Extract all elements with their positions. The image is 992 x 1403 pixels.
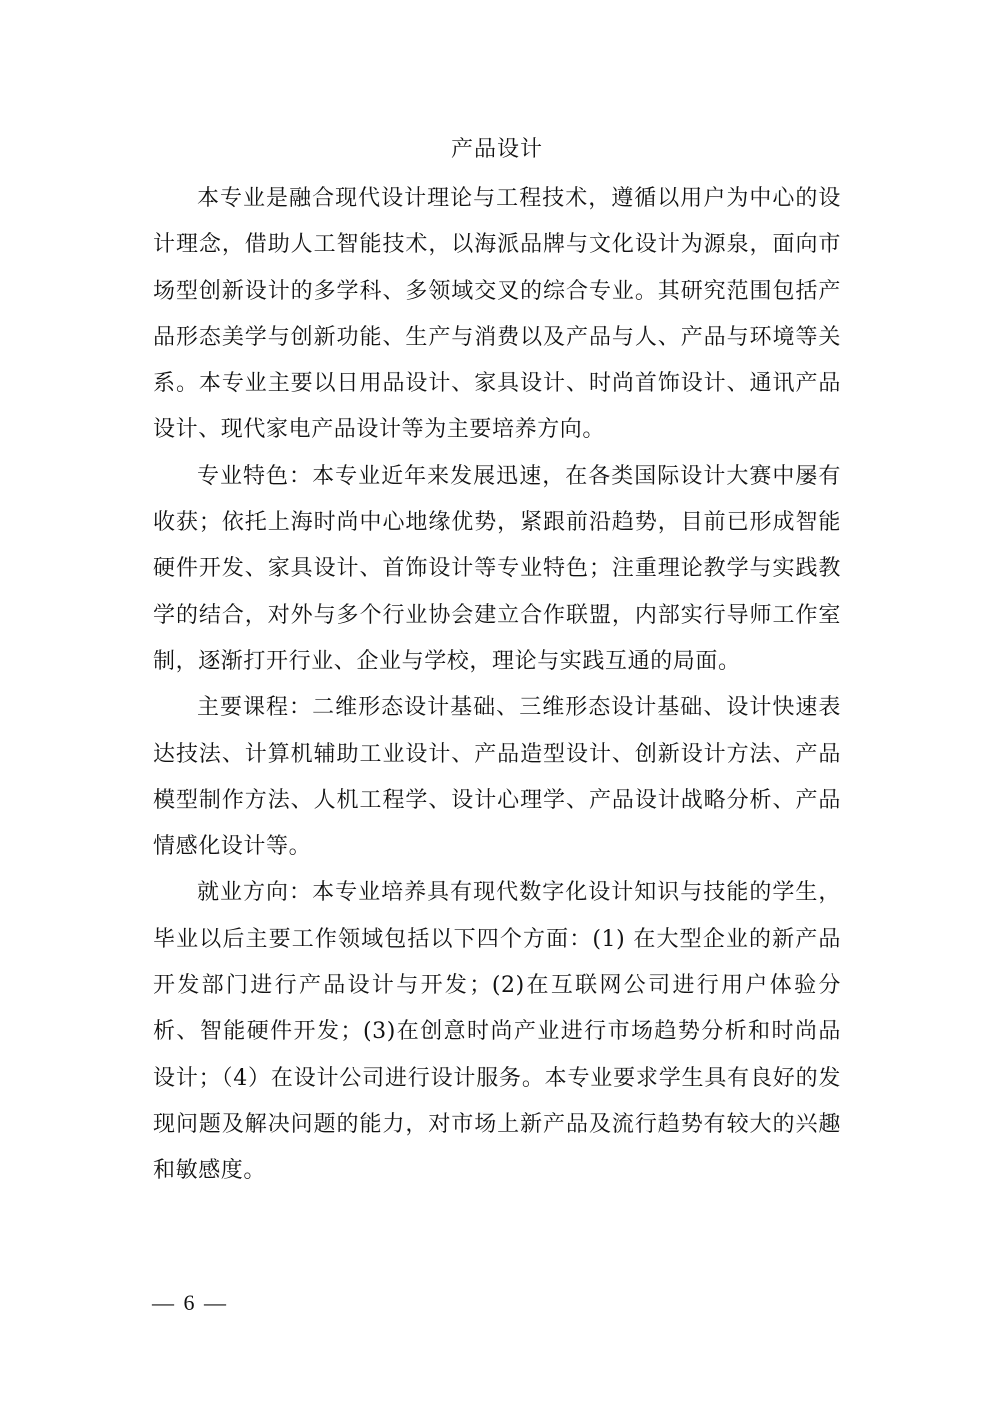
page-title: 产品设计 <box>450 137 543 162</box>
paragraph-features: 专业特色：本专业近年来发展迅速，在各类国际设计大赛中屡有收获；依托上海时尚中心地缘优势，紧跟前沿趋势，目前已形成智能硬件开发、家具设计、首饰设计等专业特色；注重理论教学与实践教学的结合，对外与多个行业协会建立合作联盟，内部实行导师工作室制，逐渐打开行业、企业与学校，理论与实践互通的局面。 <box>153 463 841 674</box>
paragraph-courses: 主要课程：二维形态设计基础、三维形态设计基础、设计快速表达技法、计算机辅助工业设计、产品造型设计、创新设计方法、产品模型制作方法、人机工程学、设计心理学、产品设计战略分析、产品情感化设计等。 <box>153 695 841 860</box>
paragraph-employment: 就业方向：本专业培养具有现代数字化设计知识与技能的学生，毕业以后主要工作领域包括以下四个方面：(1) 在大型企业的新产品开发部门进行产品设计与开发；(2)在互联网公司进行用户体验分析、智能硬件开发；(3)在创意时尚产业进行市场趋势分析和时尚品设计；（4）在设计公司进行设计服务。本专业要求学生具有良好的发现问题及解决问题的能力，对市场上新产品及流行趋势有较大的兴趣和敏感度。 <box>153 880 841 1184</box>
paragraph-intro: 本专业是融合现代设计理论与工程技术，遵循以用户为中心的设计理念，借助人工智能技术，以海派品牌与文化设计为源泉，面向市场型创新设计的多学科、多领域交叉的综合专业。其研究范围包括产品形态美学与创新功能、生产与消费以及产品与人、产品与环境等关系。本专业主要以日用品设计、家具设计、时尚首饰设计、通讯产品设计、现代家电产品设计等为主要培养方向。 <box>153 186 841 443</box>
page-number: — 6 — <box>152 1290 228 1315</box>
document-body <box>153 130 841 1195</box>
